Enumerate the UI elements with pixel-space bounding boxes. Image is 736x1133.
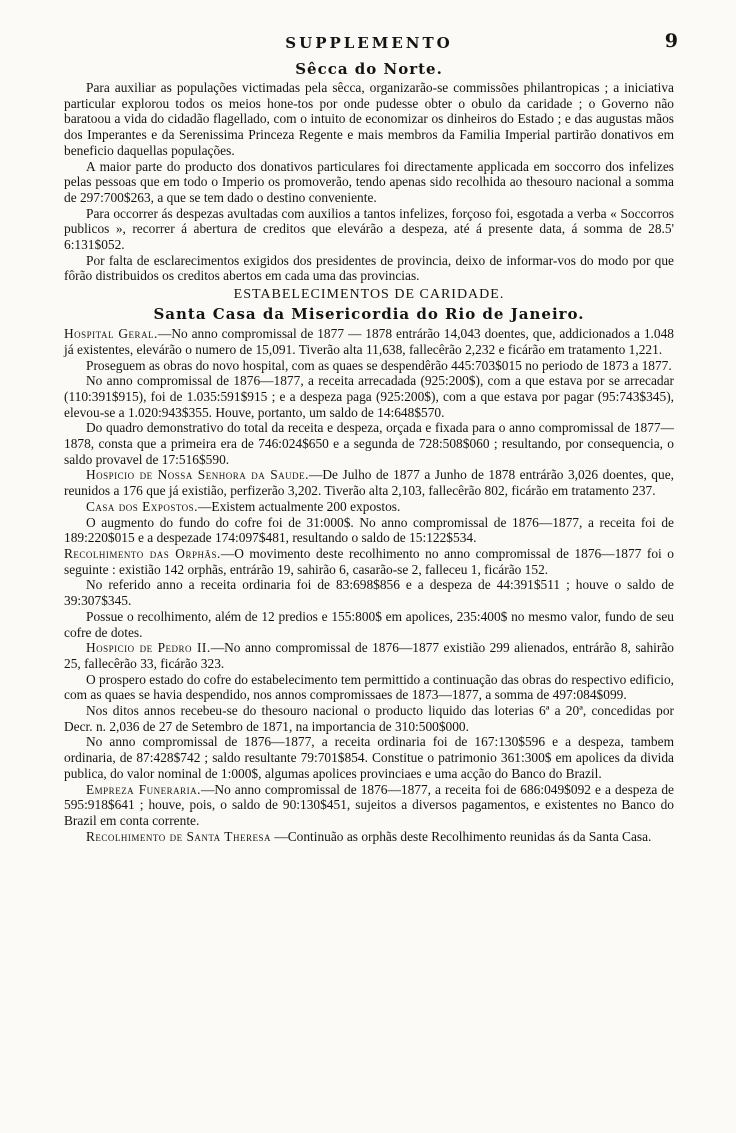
pedro-paragraph-3: No anno compromissal de 1876—1877, a receita ordinaria foi de 167:130$596 e a despeza, tambem ordinaria, de 87:428$742 ; saldo resultante 79:701$854. Constitue o patrimonio 361:300$ em apolices da divida publica, do valor nominal de 1:000$, algumas apolices provinciaes e uma acção do Banco do Brazil. bbox=[64, 734, 674, 781]
recolhimento-orphas-paragraph bbox=[64, 546, 674, 577]
secca-paragraph-1: Para auxiliar as populações victimadas pela sêcca, organizarão-se commissões philantropicas ; a iniciativa particular explorou todos os meios hone-tos por onde pudesse obter o obulo da caridade ; o Governo não baratoou a vida do cidadão flagellado, com o intuito de economizar os dinheiros do Estado ; e das augustas mãos dos Imperantes e da Serenissima Princeza Regente e mais membros da Familia Imperial partirão donativos em beneficio daquellas populações. bbox=[64, 80, 674, 158]
secca-paragraph-2: A maior parte do producto dos donativos particulares foi directamente applicada em soccorro dos infelizes pelas pessoas que em todo o Imperio os promoverão, tendo apenas sido recolhida ao thesouro nacional a somma de 297:700$263, a que se tem dado o destino conveniente. bbox=[64, 158, 674, 205]
hospicio-saude-paragraph bbox=[64, 467, 674, 498]
empreza-funeraria-label: Empreza Funeraria. bbox=[86, 781, 202, 797]
empreza-funeraria-text: —No anno compromissal de 1876—1877, a receita foi de 686:049$092 e a despeza de 595:918$641 ; houve, pois, o saldo de 90:130$451, sujeitos a diversos pagamentos, e existentes no Banco do Brazil em conta corrente. bbox=[64, 781, 674, 828]
orphas-paragraph-1: No referido anno a receita ordinaria foi de 83:698$856 e a despeza de 44:391$511 ; houve o saldo de 39:307$345. bbox=[64, 577, 674, 609]
page-header bbox=[64, 30, 678, 60]
running-title: SUPPLEMENTO bbox=[285, 34, 453, 52]
hospital-paragraph-3: Do quadro demonstrativo do total da receita e despeza, orçada e fixada para o anno compromissal de 1877—1878, consta que a primeira era de 746:024$650 e a segunda de 728:508$060 ; resultando, por consequencia, o saldo provavel de 17:516$590. bbox=[64, 420, 674, 467]
empreza-funeraria-paragraph bbox=[64, 782, 674, 829]
secca-paragraph-4: Por falta de esclarecimentos exigidos dos presidentes de provincia, deixo de informar-vos do modo por que fôrão distribuidos os creditos abertos em cada uma das provincias. bbox=[64, 252, 674, 284]
subsection-title: ESTABELECIMENTOS DE CARIDADE. bbox=[233, 287, 505, 303]
recolhimento-orphas-label: Recolhimento das Orphãs. bbox=[64, 545, 221, 561]
hospital-paragraph-1: Proseguem as obras do novo hospital, com as quaes se despendêrão 445:703$015 no periodo de 1873 a 1877. bbox=[86, 357, 672, 373]
hospital-geral-paragraph bbox=[64, 326, 674, 357]
hospital-paragraph-2: No anno compromissal de 1876—1877, a receita arrecadada (925:200$), com a que estava por se arrecadar (110:391$915), foi de 1.035:591$915 ; e a despeza paga (925:200$), com a que estava por pagar (95:743$345), elevou-se a 1.020:943$355. Houve, portanto, um saldo de 14:648$570. bbox=[64, 373, 674, 420]
secca-paragraph-3: Para occorrer ás despezas avultadas com auxilios a tantos infelizes, forçoso foi, esgotada a verba « Soccorros publicos », recorrer á abertura de creditos que elevárão a despeza, até á presente data, á somma de 28.5' 6:131$052. bbox=[64, 205, 674, 253]
casa-expostos-text: —Existem actualmente 200 expostos. bbox=[198, 498, 401, 514]
subsubsection-title: Santa Casa da Misericordia do Rio de Janeiro. bbox=[153, 305, 585, 324]
pedro-paragraph-1: O prospero estado do cofre do estabelecimento tem permittido a continuação das obras do respectivo edificio, com as quaes se havia despendido, nos annos compromissaes de 1873—1877, a somma de 497:084$099. bbox=[64, 671, 674, 703]
casa-expostos-paragraph bbox=[64, 499, 674, 515]
hospicio-pedro-label: Hospicio de Pedro II. bbox=[86, 640, 211, 656]
recolhimento-theresa-paragraph bbox=[64, 829, 674, 845]
expostos-paragraph: O augmento do fundo do cofre foi de 31:000$. No anno compromissal de 1876—1877, a receita foi de 189:220$015 e a despezade 174:097$481, resultando o saldo de 15:122$534. bbox=[64, 514, 674, 546]
pedro-paragraph-2: Nos ditos annos recebeu-se do thesouro nacional o producto liquido das loterias 6ª a 20ª, concedidas por Decr. n. 2,036 de 27 de Setembro de 1871, na importancia de 310:500$000. bbox=[64, 703, 674, 734]
hospicio-pedro-paragraph bbox=[64, 640, 674, 671]
recolhimento-orphas-text: —O movimento deste recolhimento no anno compromissal de 1876—1877 foi o seguinte : existião 142 orphãs, entrárão 19, sahirão 6, casarão-se 2, falleceu 1, ficárão 152. bbox=[64, 545, 674, 577]
hospicio-saude-label: Hospicio de Nossa Senhora da Saude. bbox=[86, 467, 309, 483]
casa-expostos-label: Casa dos Expostos. bbox=[86, 498, 199, 514]
hospicio-saude-text: —De Julho de 1877 a Junho de 1878 entrárão 3,026 doentes, que, reunidos a 176 que já existião, perfizerão 3,202. Tiverão alta 2,103, fallecêrão 802, ficárão em tratamento 237. bbox=[64, 467, 674, 499]
hospital-geral-label: Hospital Geral. bbox=[64, 326, 158, 342]
hospicio-pedro-text: —No anno compromissal de 1876—1877 existião 299 alienados, entrárão 8, sahirão 25, fallecêrão 33, ficárão 323. bbox=[64, 640, 674, 671]
section-title: Sêcca do Norte. bbox=[295, 60, 443, 78]
recolhimento-theresa-text: —Continuão as orphãs deste Recolhimento reunidas ás da Santa Casa. bbox=[270, 828, 652, 844]
orphas-paragraph-2: Possue o recolhimento, além de 12 predios e 155:800$ em apolices, 235:400$ no mesmo valor, fundo de seu cofre de dotes. bbox=[64, 608, 674, 640]
recolhimento-theresa-label: Recolhimento de Santa Theresa bbox=[86, 828, 271, 844]
page-number: 9 bbox=[664, 30, 678, 52]
hospital-geral-text: —No anno compromissal de 1877 — 1878 entrárão 14,043 doentes, que, addicionados a 1.048 já existentes, elevárão o numero de 15,091. Tiverão alta 11,638, fallecêrão 2,232 e ficárão em tratamento 1,221. bbox=[64, 326, 674, 357]
